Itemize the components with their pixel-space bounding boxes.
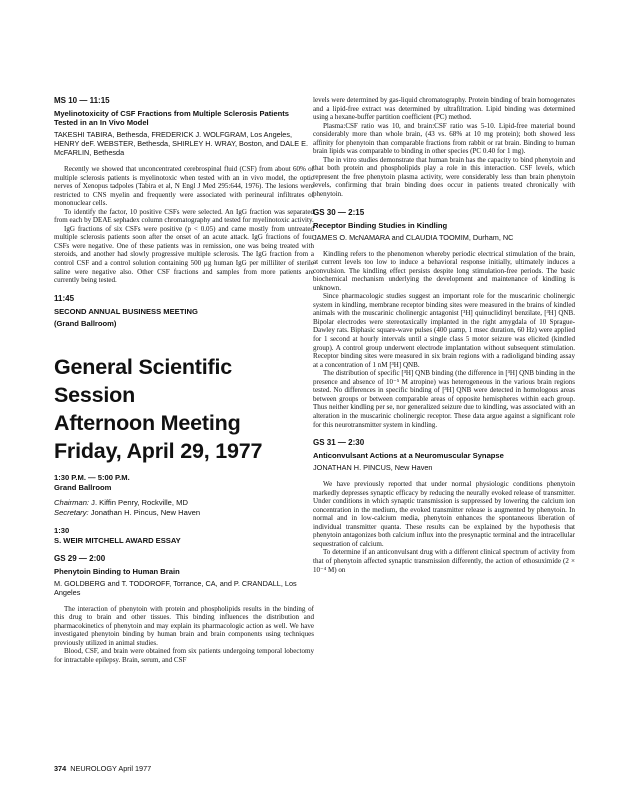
right-column [313, 96, 575, 574]
abstract-paragraph: Plasma:CSF ratio was 10, and brain:CSF ratio was 5-10. Lipid-free material bound considerably more than whole brain, (43 vs. 68% at 10 mg protein); both showed less affinity for phenytoin than comparable fractions from rabbit or rat brain. Binding to human brain lipids was comparable to binding in other species (PC 0.40 for 1 mg). [313, 121, 575, 156]
secretary-label: Secretary: [54, 507, 89, 517]
essay-time: 1:30 [54, 525, 70, 535]
abstract-gs30 [313, 208, 575, 429]
session-heading-line: Friday, April 29, 1977 [54, 438, 263, 463]
abstract-code: GS 31 — 2:30 [313, 438, 365, 448]
chairman-label: Chairman: [54, 497, 90, 507]
abstract-authors: TAKESHI TABIRA, Bethesda, FREDERICK J. WOLFGRAM, Los Angeles, HENRY deF. WEBSTER, Bethesda, SHIRLEY H. WRAY, Boston, and DALE E. McFARLIN, Bethesda [54, 130, 309, 157]
abstract-gs29-continued [313, 96, 575, 199]
abstract-paragraph: Recently we showed that unconcentrated cerebrospinal fluid (CSF) from about 60% of multiple sclerosis patients is myelinotoxic when tested with an in vivo model, the optic nerves of Xenopus tadpoles (Tabira et al, N Engl J Med 295:644, 1976). The lesions were restricted to CNS myelin and frequently were associated with perineural infiltrates of mononuclear cells. [54, 165, 314, 208]
meeting-time: 11:45 [54, 293, 75, 303]
abstract-authors: JAMES O. McNAMARA and CLAUDIA TOOMIM, Durham, NC [313, 232, 514, 242]
abstract-paragraph: The distribution of specific [³H] QNB binding (the difference in [³H] QNB binding in the presence and absence of 10⁻⁵ M atropine) was heterogeneous in the various brain regions tested. No differences in specific binding of [³H] QNB were detected in homologous areas between groups or between comparable areas of opposite hemispheres within each group. Thus neither kindling per se, nor generalized seizure due to kindling, was associated with an alteration in the muscarinic cholinergic receptor. These data argue against a significant role for this neurotransmitter system in kindling. [313, 369, 575, 429]
session-place: Grand Ballroom [54, 482, 112, 492]
abstract-paragraph: To determine if an anticonvulsant drug with a different clinical spectrum of activity from that of phenytoin affected synaptic transmission differently, the action of ethosuximide (2 × 10⁻⁴ M) on [313, 548, 575, 574]
essay-name: S. WEIR MITCHELL AWARD ESSAY [54, 535, 181, 545]
chairman-name: J. Kiffin Penry, Rockville, MD [91, 497, 188, 507]
abstract-title: Phenytoin Binding to Human Brain [54, 566, 180, 576]
session-time: 1:30 P.M. — 5:00 P.M. [54, 472, 130, 482]
abstract-title: Receptor Binding Studies in Kindling [313, 220, 448, 230]
abstract-title: Myelinotoxicity of CSF Fractions from Multiple Sclerosis Patients Tested in an In Vivo Model [54, 109, 290, 127]
chairman-line [54, 498, 314, 508]
abstract-gs31 [313, 438, 575, 574]
abstract-authors: M. GOLDBERG and T. TODOROFF, Torrance, CA, and P. CRANDALL, Los Angeles [54, 578, 297, 597]
abstract-paragraph: Kindling refers to the phenomenon whereby periodic electrical stimulation of the brain, at current levels too low to induce a behavioral response initially, ultimately induces a convulsion. The kindling effect persists despite long stimulation-free periods. The basic biochemical mechanism underlying the development and maintenance of kindling is unknown. [313, 249, 575, 292]
abstract-paragraph: To identify the factor, 10 positive CSFs were selected. An IgG fraction was separated from each by DEAE sephadex column chromatography and tested for myelinotoxic activity. [54, 207, 314, 225]
abstract-code: GS 30 — 2:15 [313, 207, 365, 217]
session-heading-line: General Scientific Session [54, 354, 233, 407]
abstract-code: MS 10 — 11:15 [54, 96, 110, 105]
session-heading-line: Afternoon Meeting [54, 410, 241, 435]
session-heading [54, 353, 314, 465]
abstract-paragraph: Since pharmacologic studies suggest an important role for the muscarinic cholinergic system in kindling, membrane receptor binding sites were measured in the brains of kindled animals with the muscarinic cholinergic antagonist [³H] quinuclidinyl benzilate, [³H] QNB. Bipolar electrodes were stereotaxically implanted in the right amygdala of 10 Sprague-Dawley rats. Biphasic square-wave pulses (400 µamp, 1 msec duration, 60 Hz) were applied for 1 second at hourly intervals until a single class 5 motor seizure was elicited (kindled group). A control group underwent electrode implantation without subsequent stimulation. Receptor binding sites were measured in six brain regions with a radioligand binding assay at a concentration of 1 nM [³H] QNB. [313, 292, 575, 369]
abstract-paragraph: levels were determined by gas-liquid chromatography. Protein binding of brain homogenates and a lipid-free extract was determined by ultrafiltration. Lipid binding was determined using a hexane-buffer partition coefficient (PC) method. [313, 96, 575, 122]
page-number: 374 [54, 764, 67, 773]
abstract-paragraph: Blood, CSF, and brain were obtained from six patients undergoing temporal lobectomy for intractable epilepsy. Brain, serum, and CSF [54, 647, 314, 664]
secretary-line [54, 508, 314, 518]
meeting-place: (Grand Ballroom) [54, 318, 117, 328]
business-meeting [54, 294, 314, 328]
journal-issue: NEUROLOGY April 1977 [70, 764, 152, 773]
left-column [54, 96, 314, 664]
abstract-paragraph: The interaction of phenytoin with protein and phospholipids results in the binding of this drug to brain and other tissues. This binding influences the distribution and pharmacokinetics of phenytoin and may explain its pharmacologic action as well. We have investigated phenytoin binding by human brain and brain components using techniques previously utilized in animal studies. [54, 604, 314, 647]
abstract-paragraph: IgG fractions of six CSFs were positive (p < 0.05) and came mostly from untreated multiple sclerosis patients soon after the onset of an acute attack. IgG fractions of four CSFs were negative. One of these patients was in remission, one was being treated with steroids, and another had slowly progressive multiple sclerosis. The IgG fraction from a control CSF and a control solution containing 500 µg human IgG per milliliter of sterile saline were negative also. Other CSF fractions and samples from more patients are currently being tested. [54, 224, 314, 285]
abstract-title: Anticonvulsant Actions at a Neuromuscular Synapse [313, 451, 504, 461]
page-footer [54, 764, 151, 773]
abstract-paragraph: We have previously reported that under normal physiologic conditions phenytoin markedly depresses synaptic efficacy by reducing the neurally evoked release of transmitter. Under conditions in which synaptic transmission is suppressed by lowering the calcium ion concentration in the medium, the evoked transmitter release is augmented by phenytoin. In normal and in low-calcium media, phenytoin enhances the spontaneous liberation of individual transmitter quanta. These results can be explained by the hypothesis that phenytoin antagonizes both calcium influx into the presynaptic terminal and the intracellular sequestration of calcium. [313, 480, 575, 548]
abstract-code: GS 29 — 2:00 [54, 553, 106, 563]
abstract-ms10 [54, 96, 314, 285]
abstract-gs29 [54, 554, 314, 665]
abstract-authors: JONATHAN H. PINCUS, New Haven [313, 463, 433, 473]
meeting-name: SECOND ANNUAL BUSINESS MEETING [54, 306, 198, 316]
abstract-paragraph: The in vitro studies demonstrate that human brain has the capacity to bind phenytoin and that both protein and phospholipids play a role in this interaction. CSF levels, which represent the free phenytoin plasma activity, were considerably less than brain phenytoin levels, confirming that brain binding does occur in patients treated chronically with phenytoin. [313, 155, 575, 199]
secretary-name: Jonathan H. Pincus, New Haven [90, 507, 201, 517]
